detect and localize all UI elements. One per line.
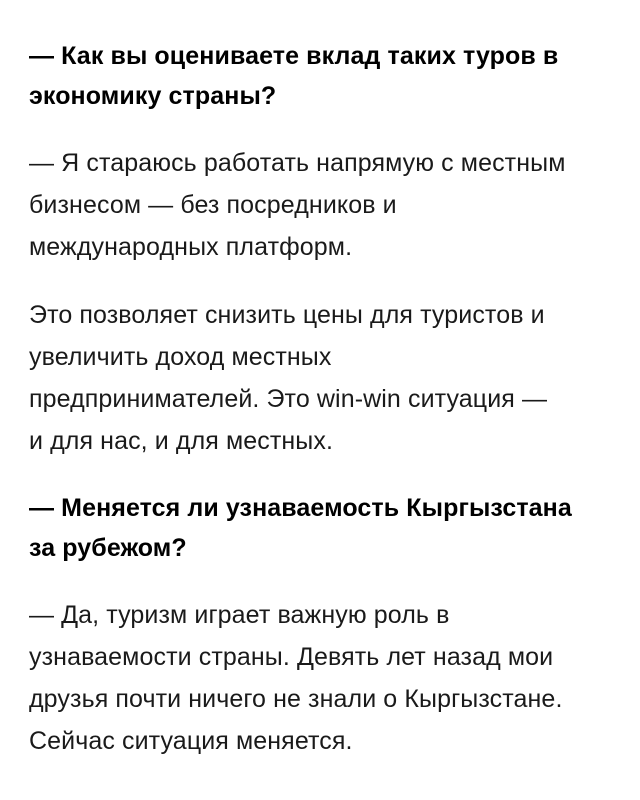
- question-line: — Меняется ли узнаваемость Кыргызстана: [29, 494, 572, 522]
- interview-answer-3: [29, 594, 612, 762]
- question-line: за рубежом?: [29, 534, 187, 562]
- answer-line: международных платформ.: [29, 233, 353, 261]
- interview-question-2: [29, 488, 612, 568]
- question-line: — Как вы оцениваете вклад таких туров в: [29, 42, 559, 70]
- answer-line: — Да, туризм играет важную роль в: [29, 601, 450, 629]
- answer-line: Это позволяет снизить цены для туристов и: [29, 301, 545, 329]
- answer-line: — Я стараюсь работать напрямую с местным: [29, 149, 566, 177]
- interview-question-1: [29, 36, 612, 116]
- answer-line: узнаваемости страны. Девять лет назад мои: [29, 643, 554, 671]
- interview-answer-1: [29, 142, 612, 268]
- answer-line: и для нас, и для местных.: [29, 427, 334, 455]
- answer-line: бизнесом — без посредников и: [29, 191, 397, 219]
- answer-line: Сейчас ситуация меняется.: [29, 727, 353, 755]
- question-line: экономику страны?: [29, 82, 277, 110]
- interview-answer-2: [29, 294, 612, 462]
- answer-line: предпринимателей. Это win-win ситуация —: [29, 385, 548, 413]
- answer-line: увеличить доход местных: [29, 343, 332, 371]
- answer-line: друзья почти ничего не знали о Кыргызстане.: [29, 685, 563, 713]
